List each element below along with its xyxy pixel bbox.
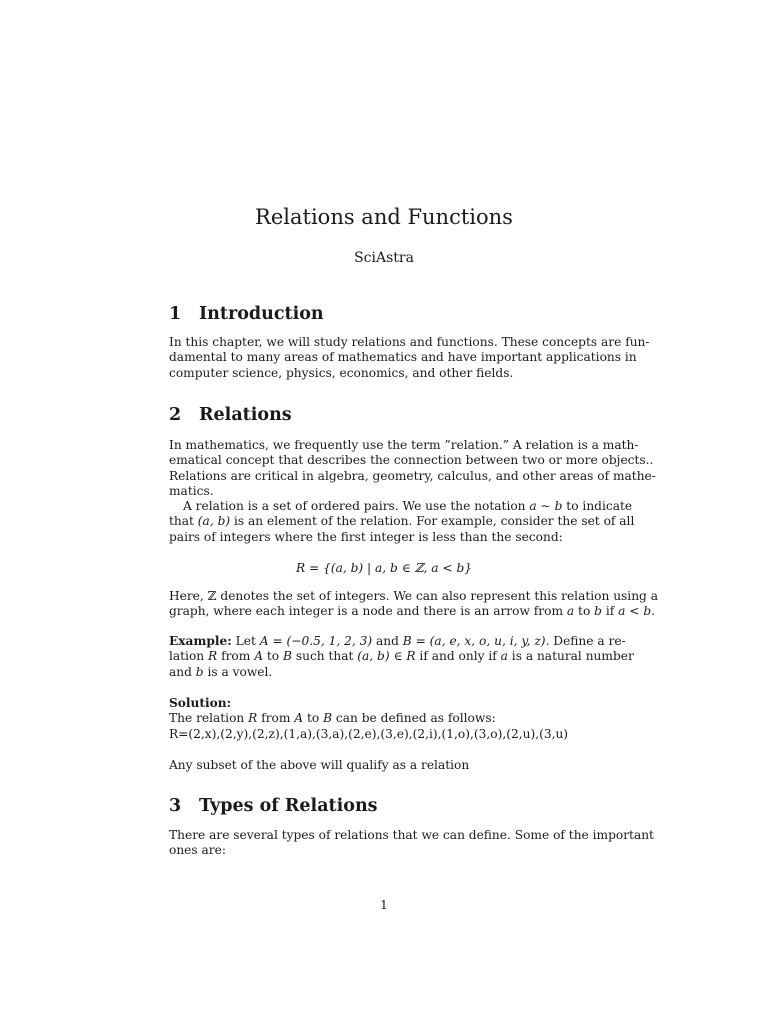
solution-block [169, 696, 599, 742]
paragraph-line: damental to many areas of mathematics and have important applications in [169, 350, 637, 365]
relation-equation: R = {(a, b) | a, b ∈ ℤ, a < b} [295, 561, 473, 575]
paragraph-line: matics. [169, 483, 214, 498]
section-number: 1 [169, 304, 182, 324]
section-3-heading [169, 796, 378, 816]
introduction-paragraph [169, 335, 650, 381]
paragraph-line: lation R from A to B such that (a, b) ∈ R if and only if a is a natural number [169, 649, 634, 664]
solution-label: Solution: [169, 696, 232, 710]
section-number: 2 [169, 405, 182, 425]
paragraph-line: There are several types of relations that we can define. Some of the important [169, 828, 654, 842]
paragraph-line: Here, ℤ denotes the set of integers. We can also represent this relation using a [169, 589, 658, 603]
document-author: SciAstra [354, 250, 414, 266]
example-block [169, 634, 634, 680]
math-inline: (a, b) [197, 514, 231, 529]
paragraph-line: The relation R from A to B can be defined as follows: [169, 711, 496, 726]
section-title: Introduction [199, 304, 324, 324]
relations-paragraph-1 [169, 438, 656, 545]
paragraph-line: that (a, b) is an element of the relation. For example, consider the set of all [169, 514, 635, 529]
section-2-heading [169, 405, 292, 425]
math-inline: a ∼ b [529, 499, 563, 514]
relations-paragraph-3 [169, 589, 658, 620]
section-number: 3 [169, 796, 182, 816]
paragraph-line: graph, where each integer is a node and there is an arrow from a to b if a < b. [169, 604, 656, 619]
paragraph-line: In mathematics, we frequently use the term ”relation.” A relation is a math- [169, 438, 639, 452]
section-1-heading [169, 304, 324, 324]
paragraph-line: pairs of integers where the first integer is less than the second: [169, 529, 563, 544]
section-title: Types of Relations [199, 796, 378, 816]
relation-pairs: R=(2,x),(2,y),(2,z),(1,a),(3,a),(2,e),(3,e),(2,i),(1,o),(3,o),(2,u),(3,u) [169, 726, 569, 741]
paragraph-line: Relations are critical in algebra, geometry, calculus, and other areas of mathe- [169, 468, 656, 483]
types-paragraph [169, 828, 654, 859]
paragraph-line: Example: Let A = (−0.5, 1, 2, 3) and B = (a, e, x, o, u, i, y, z). Define a re- [169, 634, 626, 648]
paragraph-line: ones are: [169, 843, 226, 858]
paragraph-line: and b is a vowel. [169, 664, 273, 679]
section-title: Relations [199, 405, 292, 425]
document-title: Relations and Functions [255, 205, 513, 229]
paragraph-line: A relation is a set of ordered pairs. We use the notation a ∼ b to indicate [183, 499, 633, 514]
example-label: Example: [169, 634, 232, 648]
page-number: 1 [380, 898, 388, 912]
paragraph-line: computer science, physics, economics, and other fields. [169, 365, 514, 380]
subset-note: Any subset of the above will qualify as a relation [169, 758, 470, 772]
paragraph-line: ematical concept that describes the connection between two or more objects.. [169, 453, 654, 468]
paragraph-line: In this chapter, we will study relations and functions. These concepts are fun- [169, 335, 650, 349]
